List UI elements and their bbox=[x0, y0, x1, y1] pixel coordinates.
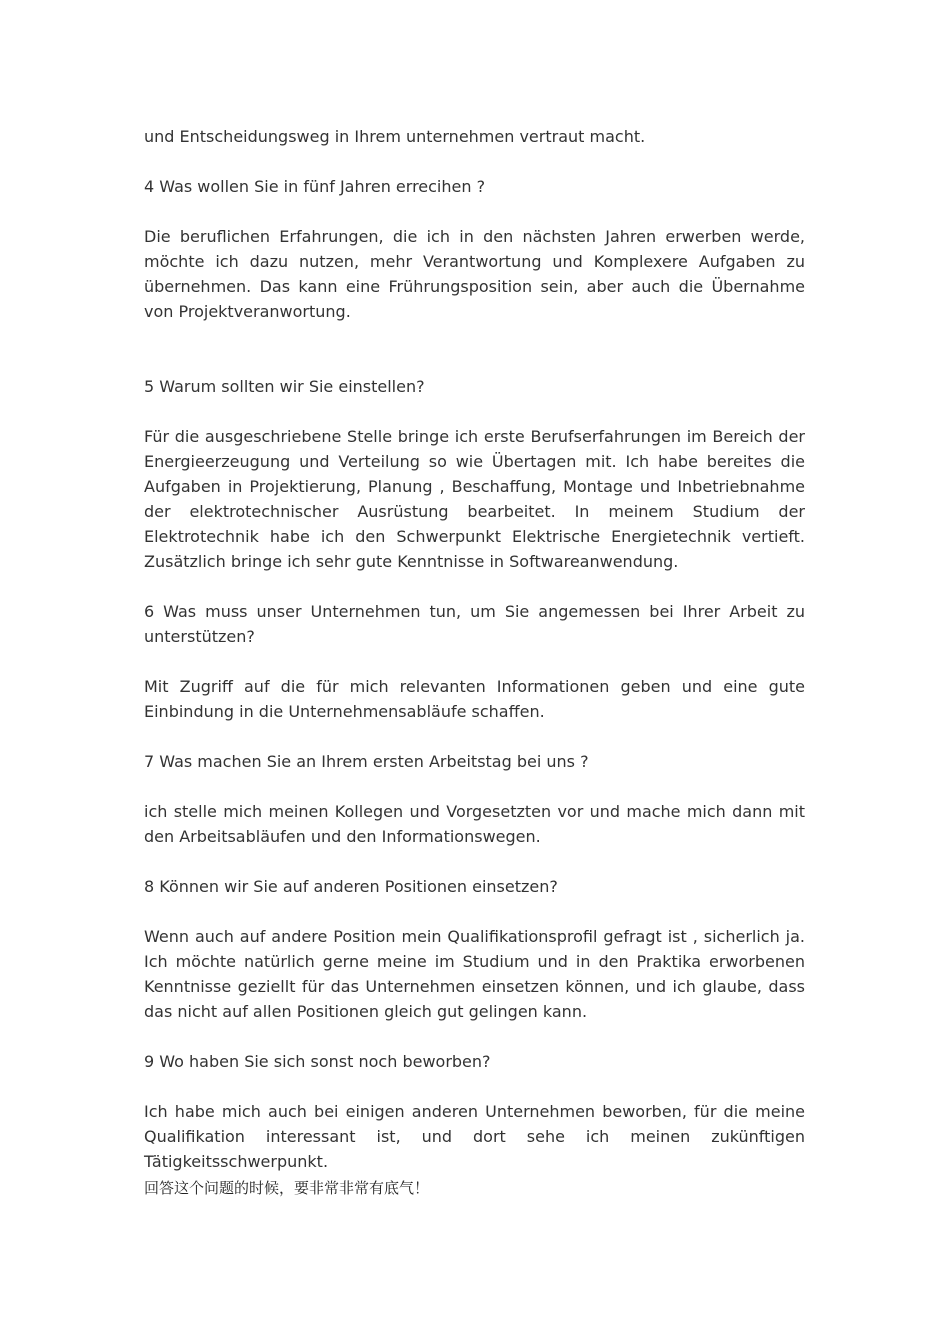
answer-7: ich stelle mich meinen Kollegen und Vorgesetzten vor und mache mich dann mit den Arbeitsabläufen und den Informationswegen. bbox=[144, 802, 805, 846]
answer-9: Ich habe mich auch bei einigen anderen Unternehmen beworben, für die meine Qualifikation interessant ist, und dort sehe ich meinen zukünftigen Tätigkeitsschwerpunkt. bbox=[144, 1102, 805, 1171]
question-6: 6 Was muss unser Unternehmen tun, um Sie angemessen bei Ihrer Arbeit zu unterstützen? bbox=[144, 602, 805, 646]
paragraph-continuation: und Entscheidungsweg in Ihrem unternehmen vertraut macht. bbox=[144, 127, 646, 146]
question-4: 4 Was wollen Sie in fünf Jahren errecihen ? bbox=[144, 177, 486, 196]
answer-6: Mit Zugriff auf die für mich relevanten Informationen geben und eine gute Einbindung in die Unternehmensabläufe schaffen. bbox=[144, 677, 805, 721]
answer-5: Für die ausgeschriebene Stelle bringe ich erste Berufserfahrungen im Bereich der Energieerzeugung und Verteilung so wie Übertagen mit. Ich habe bereites die Aufgaben in Projektierung, Planung , Beschaffung, Montage und Inbetriebnahme der elektrotechnischer Ausrüstung bearbeitet. In meinem Studium der Elektrotechnik habe ich den Schwerpunkt Elektrische Energietechnik vertieft. Zusätzlich bringe ich sehr gute Kenntnisse in Softwareanwendung. bbox=[144, 427, 805, 571]
document-page bbox=[144, 124, 805, 1198]
blank-line bbox=[144, 349, 805, 374]
question-7: 7 Was machen Sie an Ihrem ersten Arbeitstag bei uns ? bbox=[144, 752, 589, 771]
question-5: 5 Warum sollten wir Sie einstellen? bbox=[144, 377, 425, 396]
question-8: 8 Können wir Sie auf anderen Positionen einsetzen? bbox=[144, 877, 558, 896]
answer-8: Wenn auch auf andere Position mein Qualifikationsprofil gefragt ist , sicherlich ja. Ich möchte natürlich gerne meine im Studium und in den Praktika erworbenen Kenntnisse geziellt für das Unternehmen einsetzen können, und ich glaube, dass das nicht auf allen Positionen gleich gut gelingen kann. bbox=[144, 927, 805, 1021]
question-9: 9 Wo haben Sie sich sonst noch beworben? bbox=[144, 1052, 491, 1071]
answer-4: Die beruflichen Erfahrungen, die ich in den nächsten Jahren erwerben werde, möchte ich dazu nutzen, mehr Verantwortung und Komplexere Aufgaben zu übernehmen. Das kann eine Frührungsposition sein, aber auch die Übernahme von Projektveranwortung. bbox=[144, 227, 805, 321]
chinese-note: 回答这个问题的时候，要非常非常有底气！ bbox=[144, 1179, 430, 1197]
